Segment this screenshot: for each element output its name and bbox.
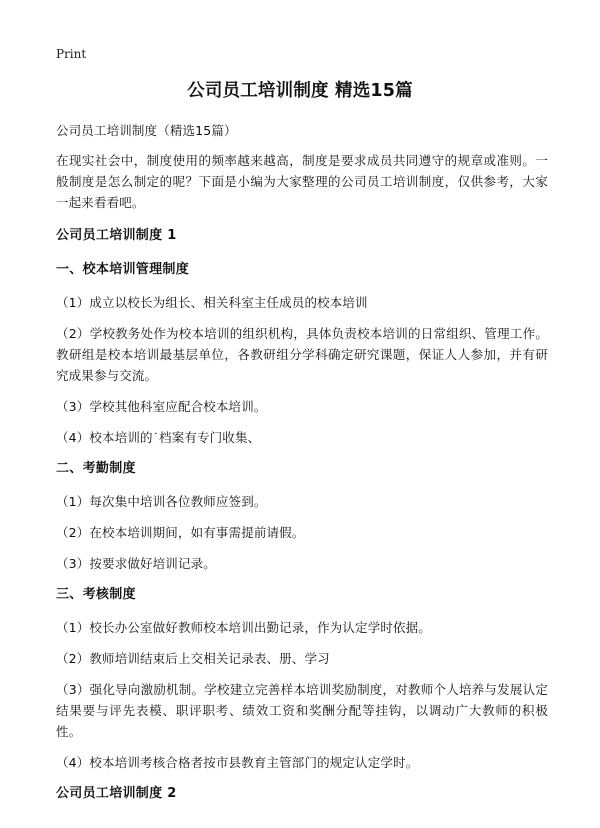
section-1-item-1: （1）成立以校长为组长、相关科室主任成员的校本培训 <box>56 295 368 310</box>
section-1-item-3: （3）学校其他科室应配合校本培训。 <box>56 399 267 414</box>
section-3-item-3: （3）强化导向激励机制。学校建立完善样本培训奖励制度，对教师个人培养与发展认定结果要与评先表模、职评职考、绩效工资和奖酬分配等挂钩，以调动广大教师的积极性。 <box>56 682 548 739</box>
section-3-item-1: （1）校长办公室做好教师校本培训出勤记录，作为认定学时依据。 <box>56 620 431 635</box>
section-3-item-2: （2）教师培训结束后上交相关记录表、册、学习 <box>56 651 330 666</box>
document-title: 公司员工培训制度 精选15篇 <box>187 81 413 101</box>
section-2-item-3: （3）按要求做好培训记录。 <box>56 556 216 571</box>
intro-paragraph: 在现实社会中，制度使用的频率越来越高，制度是要求成员共同遵守的规章或准则。一般制度是怎么制定的呢？下面是小编为大家整理的公司员工培训制度，仅供参考，大家一起来看看吧。 <box>56 153 548 210</box>
print-label: Print <box>56 47 87 61</box>
section-3-item-4: （4）校本培训考核合格者按市县教育主管部门的规定认定学时。 <box>56 755 419 770</box>
article-2-heading: 公司员工培训制度 2 <box>56 786 177 801</box>
section-1-item-2: （2）学校教务处作为校本培训的组织机构，具体负责校本培训的日常组织、管理工作。教研组是校本培训最基层单位，各教研组分学科确定研究课题，保证人人参加，并有研究成果参与交流。 <box>56 326 548 383</box>
section-2-heading: 二、考勤制度 <box>56 461 136 476</box>
document-subtitle: 公司员工培训制度（精选15篇） <box>56 123 237 138</box>
section-3-heading: 三、考核制度 <box>56 587 136 602</box>
section-2-item-2: （2）在校本培训期间，如有事需提前请假。 <box>56 525 305 540</box>
document-body <box>56 120 548 817</box>
section-1-item-4: （4）校本培训的˙档案有专门收集、 <box>56 430 261 445</box>
section-1-heading: 一、校本培训管理制度 <box>56 262 190 277</box>
section-2-item-1: （1）每次集中培训各位教师应签到。 <box>56 494 267 509</box>
article-1-heading: 公司员工培训制度 1 <box>56 228 177 243</box>
